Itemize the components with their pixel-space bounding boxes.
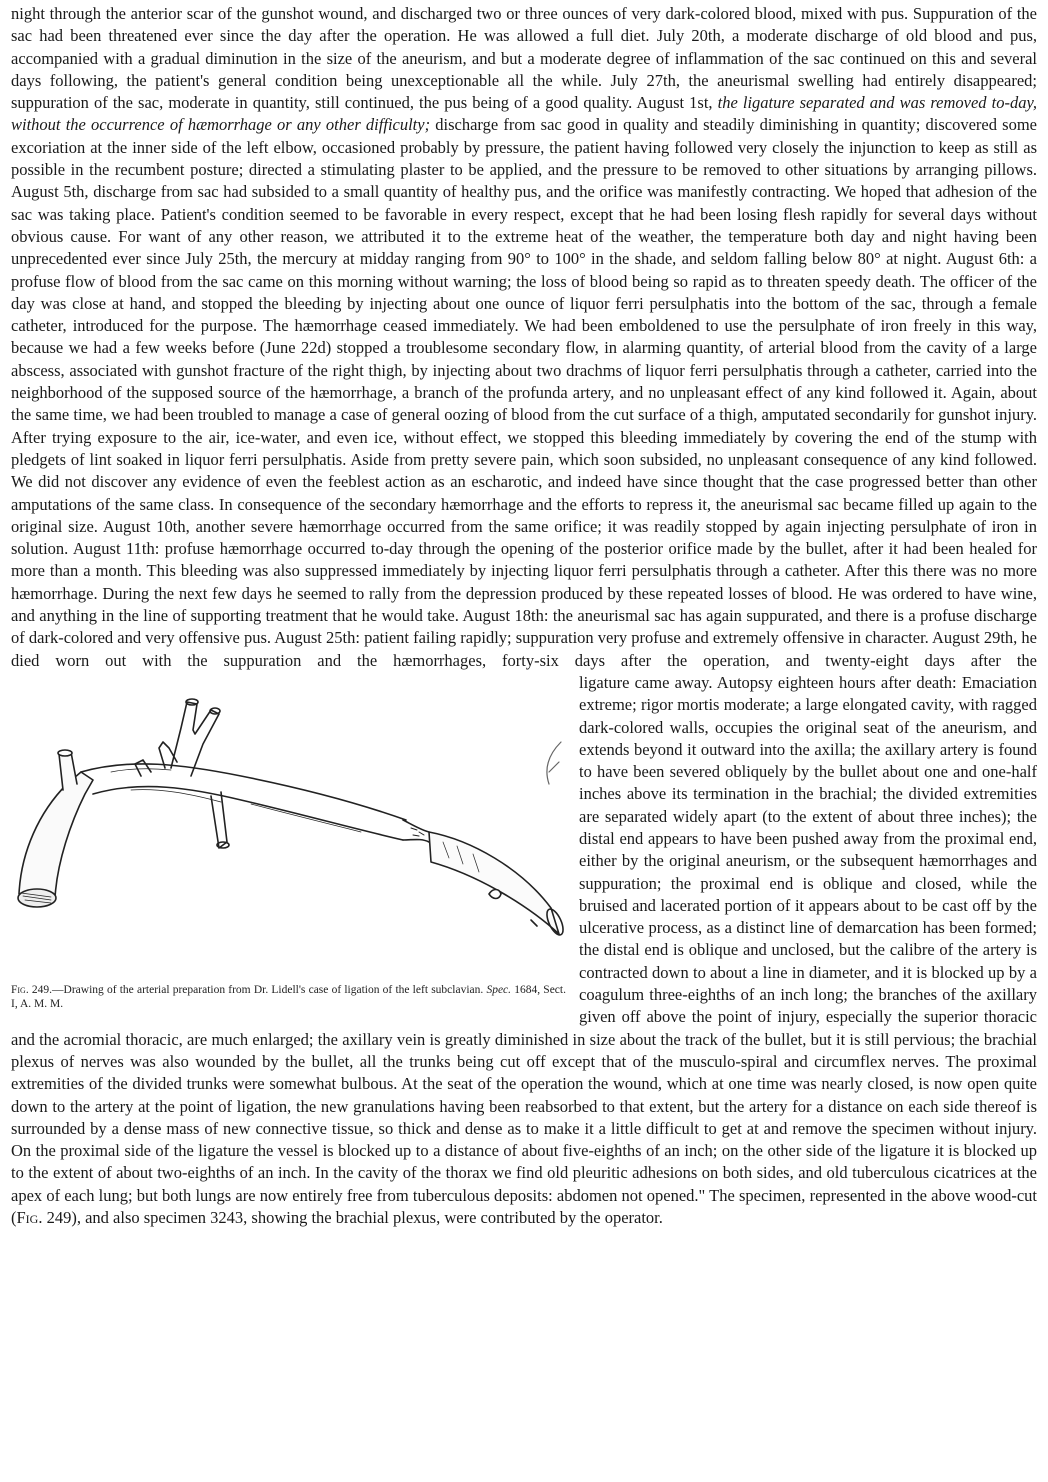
figure-reference: Fig. 249 bbox=[16, 1208, 72, 1228]
text-run-4: ), and also specimen 3243, showing the brachial plexus, were contributed by the operator. bbox=[71, 1208, 663, 1228]
paragraph-top bbox=[11, 3, 1037, 672]
caption-text: .—Drawing of the arterial preparation from Dr. Lidell's case of ligation of the left subclavian. bbox=[49, 983, 487, 996]
caption-reference: 1684, Sect. I, A. M. M. bbox=[11, 983, 566, 1010]
text-run-1: night through the anterior scar of the gunshot wound, and discharged two or three ounces of very dark-colored blood, mixed with pus. Suppuration of the sac had been threatened ever since the day after the operation. He was allowed a full diet. July 20th, a moderate discharge of old blood and pus, accompanied with a gradual diminution in the size of the aneurism, and but a moderate degree of inflammation of the sac continued on this and several days following, the patient's general condition being unexceptionable all the while. July 27th, the aneurismal swelling had entirely disappeared; suppuration of the sac, moderate in quantity, still continued, the pus being of a good quality. August 1st, bbox=[11, 4, 1037, 113]
caption-spec: Spec. bbox=[486, 983, 512, 996]
text-run-italic: the ligature separated and was removed to-day, without the occurrence of hæmorrhage or any other difficulty; bbox=[11, 93, 1037, 135]
artery-drawing bbox=[11, 672, 571, 982]
figure-wrap-section bbox=[11, 672, 1037, 1229]
text-run-3: ligature came away. Autopsy eighteen hours after death: Emaciation extreme; rigor mortis moderate; a large elongated cavity, with ragged dark-colored walls, occupies the original seat of the aneurism, and extends beyond it outward into the axilla; the axillary artery is found to have been severed obliquely by the bullet about one and one-half inches above its termination in the brachial; the divided extremities are separated widely apart (to the extent of about three inches); the distal end appears to have been pushed away from the proximal end, either by the original aneurism, or the subsequent hæmorrhages and suppuration; the proximal end is oblique and closed, while the bruised and lacerated portion of it appears about to be cast off by the ulcerative process, as a distinct line of demarcation has been formed; the distal end is oblique and unclosed, but the calibre of the artery is contracted down to about a line in diameter, and it is blocked up by a coagulum three-eighths of an inch long; the branches of the axillary given off above the point of injury, especially the superior thoracic and the acromial thoracic, are much enlarged; the axillary vein is greatly diminished in size about the track of the bullet, but it is still pervious; the brachial plexus of nerves was also wounded by the bullet, all the trunks being cut off except that of the musculo-spiral and circumflex nerves. The proximal extremities of the divided trunks were somewhat bulbous. At the seat of the operation the wound, which at one time was nearly closed, is now open quite down to the artery at the point of ligation, the new granulations having been reabsorbed to that extent, but the artery for a distance on each side thereof is surrounded by a dense mass of new connective tissue, so thick and dense as to make it a little difficult to get at and remove the specimen without injury. On the proximal side of the ligature the vessel is blocked up to a distance of about five-eighths of an inch; on the other side of the ligature it is blocked up to the extent of about two-eighths of an inch. In the cavity of the thorax we find old pleuritic adhesions on both sides, and old tuberculous cicatrices at the apex of each lung; but both lungs are now entirely free from tuberculous deposits: abdomen not opened." The specimen, represented in the above wood-cut ( bbox=[11, 672, 1037, 1228]
figure-249 bbox=[11, 672, 571, 1012]
text-run-2: discharge from sac good in quality and steadily diminishing in quantity; discovered some excoriation at the inner side of the left elbow, occasioned probably by pressure, the patient having followed very closely the injunction to keep as still as possible in the recumbent posture; directed a stimulating plaster to be applied, and the pressure to be removed to other situations by arranging pillows. August 5th, discharge from sac had subsided to a small quantity of healthy pus, and the orifice was manifestly contracting. We hoped that adhesion of the sac was taking place. Patient's condition seemed to be favorable in every respect, except that he had been losing flesh rapidly for several days without obvious cause. For want of any other reason, we attributed it to the extreme heat of the weather, the temperature both day and night having been unprecedented ever since July 25th, the mercury at midday ranging from 90° to 100° in the shade, and seldom falling below 80° at night. August 6th: a profuse flow of blood from the sac came on this morning without warning; the loss of blood being so rapid as to threaten speedy death. The officer of the day was close at hand, and stopped the bleeding by injecting about one ounce of liquor ferri persulphatis into the bottom of the sac, through a female catheter, introduced for the purpose. The hæmorrhage ceased immediately. We had been emboldened to use the persulphate of iron freely in this way, because we had a few weeks before (June 22d) stopped a troublesome secondary flow, in alarming quantity, of arterial blood from the cavity of a large abscess, associated with gunshot fracture of the right thigh, by injecting about two drachms of liquor ferri persulphatis through a catheter, carried into the neighborhood of the supposed source of the hæmorrhage, a branch of the profunda artery, and no unpleasant effect of any kind followed it. Again, about the same time, we had been troubled to manage a case of general oozing of blood from the cut surface of a thigh, amputated secondarily for gunshot injury. After trying exposure to the air, ice-water, and even ice, without effect, we stopped this bleeding immediately by covering the end of the stump with pledgets of lint soaked in liquor ferri persulphatis. Aside from pretty severe pain, which soon subsided, no unpleasant consequence of any kind followed. We did not discover any evidence of even the feeblest action as an escharotic, and indeed have since thought that the case progressed better than other amputations of the same class. In consequence of the secondary hæmorrhage and the efforts to repress it, the aneurismal sac became filled up again to the original size. August 10th, another severe hæmorrhage occurred from the same orifice; it was readily stopped by again injecting persulphate of iron in solution. August 11th: profuse hæmorrhage occurred to-day through the opening of the posterior orifice made by the bullet, after it had been healed for more than a month. This bleeding was also suppressed immediately by injecting liquor ferri persulphatis through a catheter. After this there was no more hæmorrhage. During the next few days he seemed to rally from the depression produced by these repeated losses of blood. He was ordered to have wine, and anything in the line of supporting treatment that he would take. August 18th: the aneurismal sac has again suppurated, and there is a profuse discharge of dark-colored and very offensive pus. August 25th: patient failing rapidly; suppuration very profuse and extremely offensive in character. August 29th, he died worn out with the suppuration and the hæmorrhages, forty-six days after the operation, and twenty-eight days after the bbox=[11, 115, 1037, 670]
figure-caption bbox=[11, 983, 566, 1011]
page-body bbox=[11, 3, 1037, 1229]
caption-label: Fig. 249 bbox=[11, 983, 50, 996]
